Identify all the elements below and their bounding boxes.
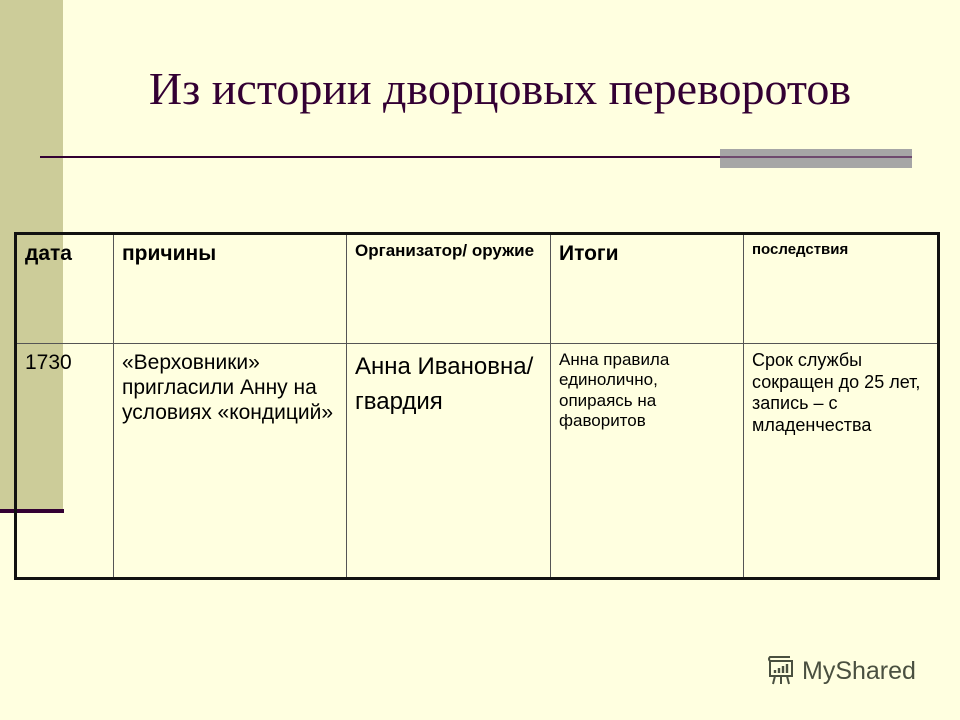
title-accent-block xyxy=(720,149,912,168)
header-consequences: последствия xyxy=(744,234,939,344)
table-header-row xyxy=(16,234,939,344)
title-accent-line xyxy=(720,156,912,158)
slide-title: Из истории дворцовых переворотов xyxy=(148,63,852,114)
cell-results: Анна правила единолично, опираясь на фаворитов xyxy=(551,344,744,579)
header-organizer: Организатор/ оружие xyxy=(347,234,551,344)
cell-date: 1730 xyxy=(16,344,114,579)
header-causes: причины xyxy=(114,234,347,344)
coup-table xyxy=(14,232,940,580)
presentation-board-icon xyxy=(766,656,796,686)
cell-consequences: Срок службы сокращен до 25 лет, запись – с младенчества xyxy=(744,344,939,579)
header-date: дата xyxy=(16,234,114,344)
watermark-logo xyxy=(766,656,916,686)
watermark-text: MyShared xyxy=(802,656,916,685)
cell-organizer: Анна Ивановна/ гвардия xyxy=(347,344,551,579)
cell-causes: «Верховники» пригласили Анну на условиях «кондиций» xyxy=(114,344,347,579)
table-row xyxy=(16,344,939,579)
header-results: Итоги xyxy=(551,234,744,344)
